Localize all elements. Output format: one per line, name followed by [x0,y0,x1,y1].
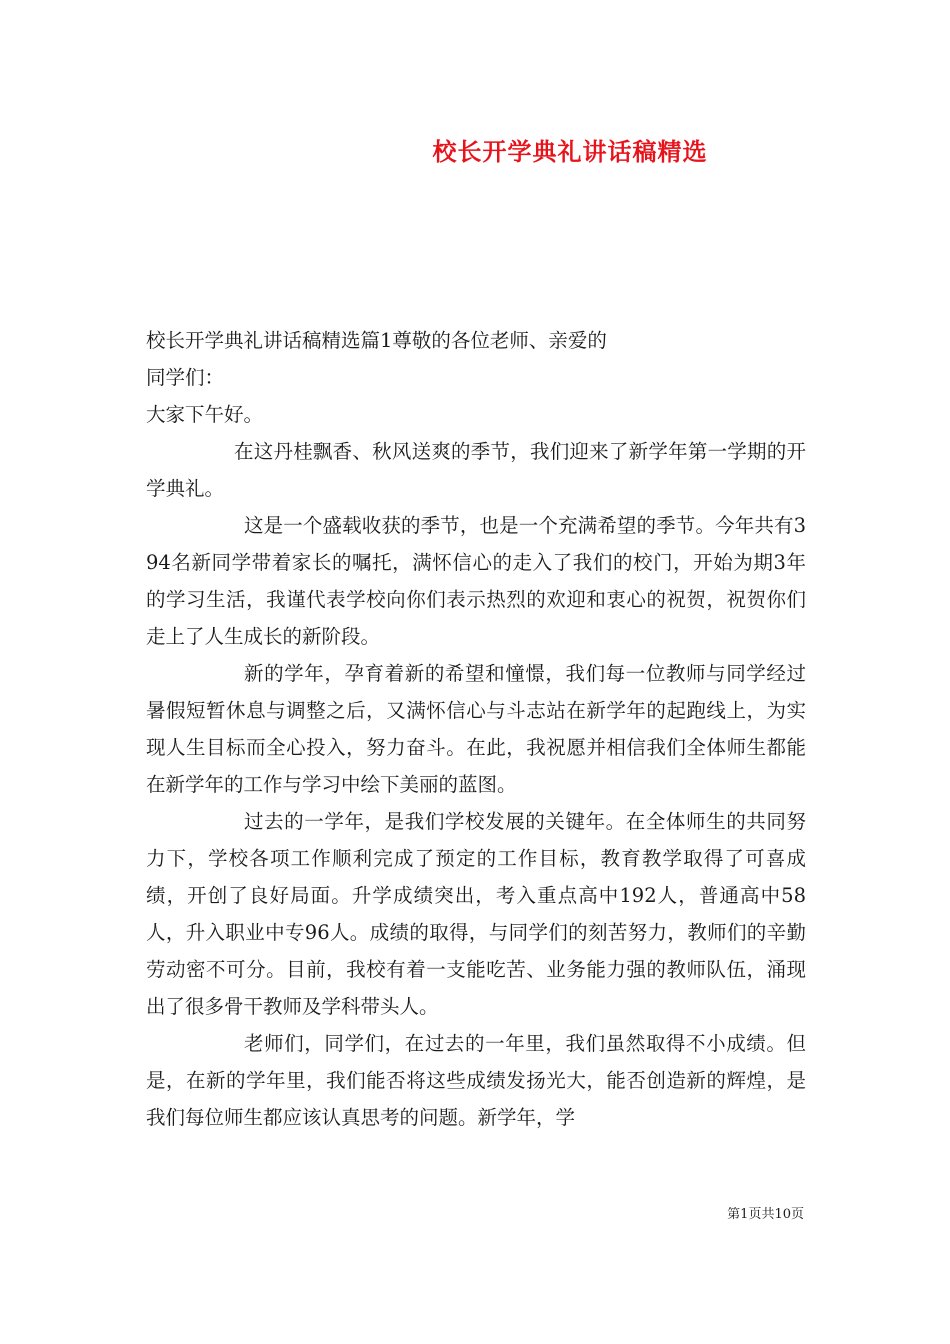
paragraph: 过去的一学年，是我们学校发展的关键年。在全体师生的共同努力下，学校各项工作顺利完成了预定的工作目标，教育教学取得了可喜成绩，开创了良好局面。升学成绩突出，考入重点高中192人，普通高中58人，升入职业中专96人。成绩的取得，与同学们的刻苦努力，教师们的辛勤劳动密不可分。目前，我校有着一支能吃苦、业务能力强的教师队伍，涌现出了很多骨干教师及学科带头人。 [146,810,806,1018]
paragraph: 新的学年，孕育着新的希望和憧憬，我们每一位教师与同学经过暑假短暂休息与调整之后，又满怀信心与斗志站在新学年的起跑线上，为实现人生目标而全心投入，努力奋斗。在此，我祝愿并相信我们全体师生都能在新学年的工作与学习中绘下美丽的蓝图。 [146,662,806,796]
greeting-line: 大家下午好。 [146,403,264,426]
document-title: 校长开学典礼讲话稿精选 [432,137,708,166]
intro-line-1: 校长开学典礼讲话稿精选篇1尊敬的各位老师、亲爱的 [146,329,607,352]
paragraph: 在这丹桂飘香、秋风送爽的季节，我们迎来了新学年第一学期的开学典礼。 [146,440,806,500]
document-body [146,322,806,1136]
page-number-footer: 第1页共10页 [727,1207,804,1222]
paragraph: 老师们，同学们，在过去的一年里，我们虽然取得不小成绩。但是，在新的学年里，我们能否将这些成绩发扬光大，能否创造新的辉煌，是我们每位师生都应该认真思考的问题。新学年，学 [146,1032,806,1129]
intro-line-2: 同学们： [146,366,225,389]
paragraph: 这是一个盛载收获的季节，也是一个充满希望的季节。今年共有394名新同学带着家长的嘱托，满怀信心的走入了我们的校门，开始为期3年的学习生活，我谨代表学校向你们表示热烈的欢迎和衷心的祝贺，祝贺你们走上了人生成长的新阶段。 [146,514,806,648]
